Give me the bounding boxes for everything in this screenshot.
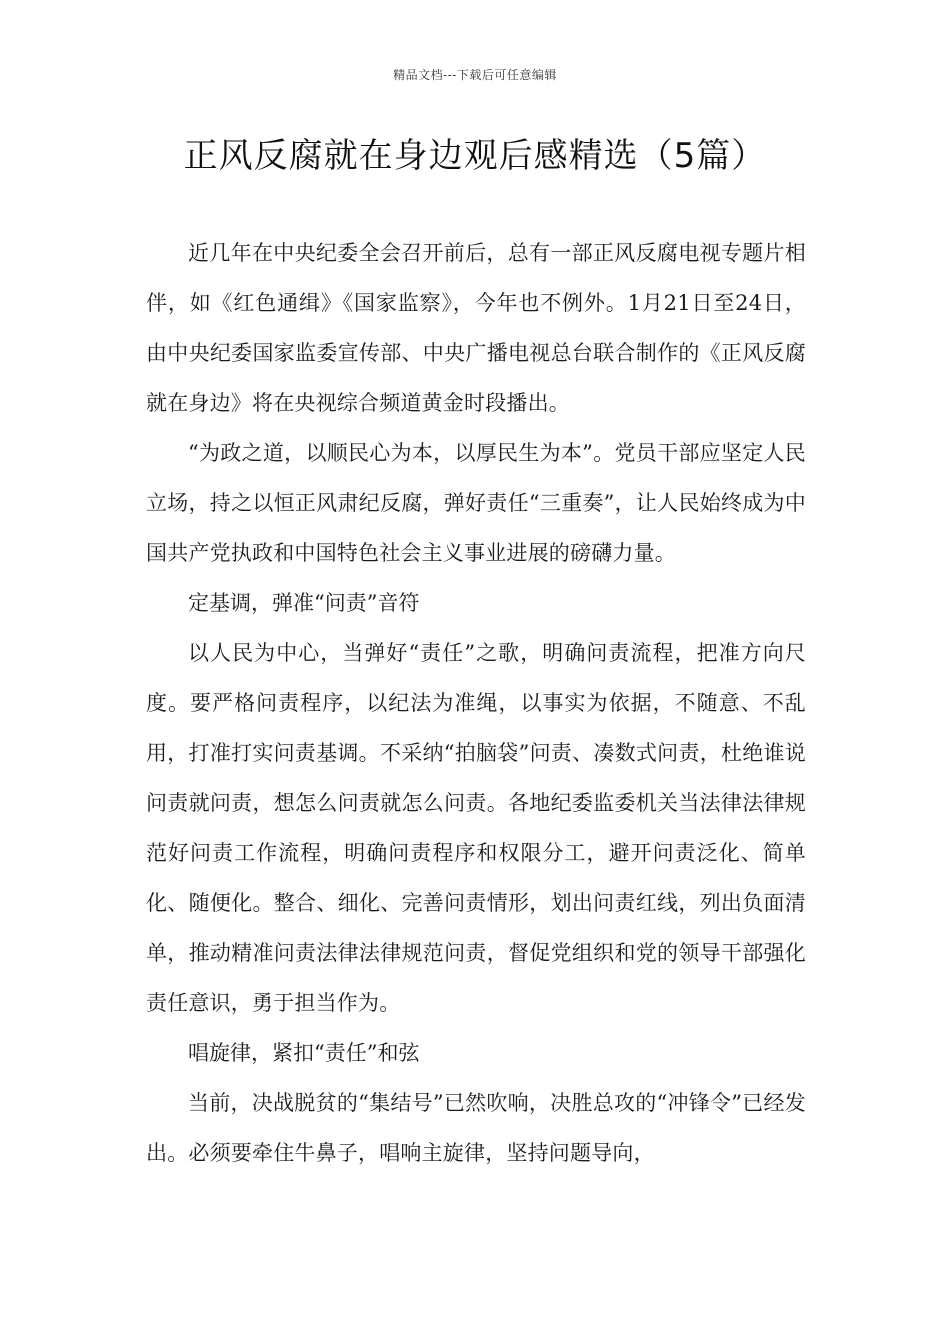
paragraph-quote: “为政之道，以顺民心为本，以厚民生为本”。党员干部应坚定人民立场，持之以恒正风肃纪反腐，弹好责任“三重奏”，让人民始终成为中国共产党执政和中国特色社会主义事业进展的磅礴力量。 [146, 441, 806, 565]
header-note: 精品文档---下载后可任意编辑 [393, 68, 557, 82]
paragraph-intro: 近几年在中央纪委全会召开前后，总有一部正风反腐电视专题片相伴，如《红色通缉》《国家监察》，今年也不例外。1月21日至24日，由中央纪委国家监委宣传部、中央广播电视总台联合制作的《正风反腐就在身边》将在央视综合频道黄金时段播出。 [146, 241, 806, 415]
page-title: 正风反腐就在身边观后感精选（5篇） [183, 136, 767, 176]
document-body [146, 228, 806, 1178]
paragraph-section-1: 以人民为中心，当弹好“责任”之歌，明确问责流程，把准方向尺度。要严格问责程序，以纪法为准绳，以事实为依据，不随意、不乱用，打准打实问责基调。不采纳“拍脑袋”问责、凑数式问责，杜绝谁说问责就问责，想怎么问责就怎么问责。各地纪委监委机关当法律法律规范好问责工作流程，明确问责程序和权限分工，避开问责泛化、简单化、随便化。整合、细化、完善问责情形，划出问责红线，列出负面清单，推动精准问责法律法律规范问责，督促党组织和党的领导干部强化责任意识，勇于担当作为。 [146, 641, 806, 1015]
section-heading-1: 定基调，弹准“问责”音符 [188, 591, 420, 615]
paragraph-section-2: 当前，决战脱贫的“集结号”已然吹响，决胜总攻的“冲锋令”已经发出。必须要牵住牛鼻子，唱响主旋律，坚持问题导向， [146, 1091, 806, 1165]
section-heading-2: 唱旋律，紧扣“责任”和弦 [188, 1041, 420, 1065]
